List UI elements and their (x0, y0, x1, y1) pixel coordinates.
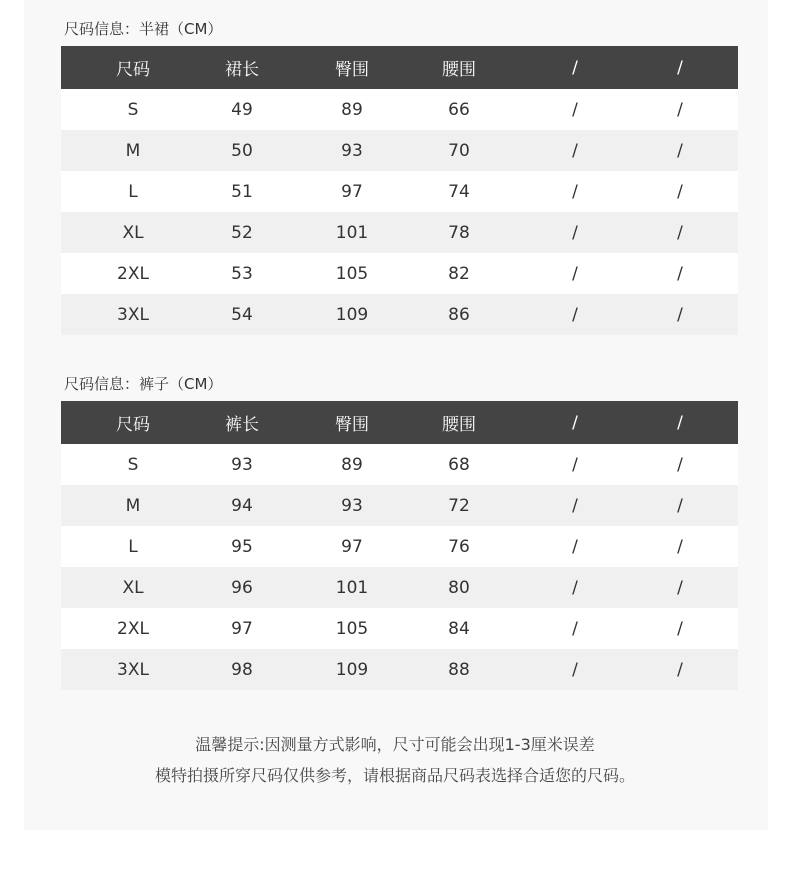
cell-waist: 84 (448, 618, 470, 639)
table-row (61, 89, 738, 130)
cell-blank-2: / (677, 140, 683, 161)
cell-blank-2: / (677, 495, 683, 516)
cell-size: M (125, 495, 141, 516)
cell-hip: 101 (335, 222, 369, 243)
cell-hip: 101 (335, 577, 369, 598)
cell-size: 2XL (117, 618, 149, 639)
cell-waist: 68 (448, 454, 470, 475)
cell-blank-1: / (572, 577, 578, 598)
cell-waist: 80 (448, 577, 470, 598)
cell-waist: 86 (448, 304, 470, 325)
cell-length: 95 (231, 536, 253, 557)
cell-blank-2: / (677, 181, 683, 202)
table-header-row (61, 401, 738, 444)
header-cell-waist: 腰围 (442, 415, 476, 435)
cell-length: 94 (231, 495, 253, 516)
table-row (61, 608, 738, 649)
table-row (61, 130, 738, 171)
header-cell-blank-2: / (677, 412, 683, 433)
table-row (61, 171, 738, 212)
header-cell-length: 裙长 (225, 60, 259, 80)
cell-size: XL (122, 222, 144, 243)
header-cell-hip: 臀围 (335, 415, 369, 435)
pants-size-table (61, 401, 738, 690)
cell-blank-1: / (572, 222, 578, 243)
header-cell-size: 尺码 (116, 60, 150, 80)
cell-waist: 78 (448, 222, 470, 243)
measurement-notice: 温馨提示:因测量方式影响，尺寸可能会出现1-3厘米误差 (195, 735, 595, 754)
cell-length: 93 (231, 454, 253, 475)
cell-waist: 66 (448, 99, 470, 120)
size-advice-notice: 模特拍摄所穿尺码仅供参考，请根据商品尺码表选择合适您的尺码。 (154, 766, 635, 785)
cell-length: 97 (231, 618, 253, 639)
header-cell-blank-1: / (572, 57, 578, 78)
cell-hip: 105 (335, 263, 369, 284)
header-cell-blank-1: / (572, 412, 578, 433)
cell-blank-2: / (677, 304, 683, 325)
cell-length: 50 (231, 140, 253, 161)
cell-blank-1: / (572, 659, 578, 680)
cell-blank-2: / (677, 263, 683, 284)
cell-hip: 105 (335, 618, 369, 639)
cell-waist: 82 (448, 263, 470, 284)
cell-size: S (127, 454, 139, 475)
cell-blank-2: / (677, 454, 683, 475)
cell-blank-2: / (677, 99, 683, 120)
header-cell-blank-2: / (677, 57, 683, 78)
cell-waist: 88 (448, 659, 470, 680)
cell-hip: 97 (341, 536, 363, 557)
cell-blank-1: / (572, 263, 578, 284)
cell-blank-2: / (677, 222, 683, 243)
table-row (61, 649, 738, 690)
cell-blank-2: / (677, 618, 683, 639)
cell-size: XL (122, 577, 144, 598)
cell-waist: 70 (448, 140, 470, 161)
cell-blank-1: / (572, 536, 578, 557)
header-cell-size: 尺码 (116, 415, 150, 435)
header-cell-waist: 腰围 (442, 60, 476, 80)
cell-hip: 89 (341, 99, 363, 120)
cell-blank-1: / (572, 495, 578, 516)
cell-length: 49 (231, 99, 253, 120)
cell-hip: 93 (341, 495, 363, 516)
table-row (61, 567, 738, 608)
cell-length: 53 (231, 263, 253, 284)
pants-section-title: 尺码信息：裤子（CM） (64, 375, 223, 393)
cell-size: S (127, 99, 139, 120)
cell-blank-1: / (572, 99, 578, 120)
cell-blank-1: / (572, 181, 578, 202)
cell-length: 54 (231, 304, 253, 325)
cell-blank-2: / (677, 659, 683, 680)
cell-size: L (128, 536, 138, 557)
cell-blank-1: / (572, 140, 578, 161)
cell-waist: 74 (448, 181, 470, 202)
cell-size: 3XL (117, 659, 149, 680)
table-row (61, 294, 738, 335)
cell-length: 51 (231, 181, 253, 202)
cell-hip: 109 (335, 304, 369, 325)
cell-size: 2XL (117, 263, 149, 284)
cell-blank-1: / (572, 304, 578, 325)
cell-length: 98 (231, 659, 253, 680)
skirt-size-table (61, 46, 738, 335)
table-row (61, 444, 738, 485)
header-cell-length: 裤长 (225, 415, 259, 435)
table-header-row (61, 46, 738, 89)
skirt-section-title: 尺码信息：半裙（CM） (64, 20, 223, 38)
cell-size: L (128, 181, 138, 202)
cell-blank-2: / (677, 536, 683, 557)
cell-waist: 76 (448, 536, 470, 557)
cell-hip: 97 (341, 181, 363, 202)
cell-blank-2: / (677, 577, 683, 598)
cell-waist: 72 (448, 495, 470, 516)
cell-hip: 93 (341, 140, 363, 161)
cell-length: 96 (231, 577, 253, 598)
table-row (61, 485, 738, 526)
cell-hip: 109 (335, 659, 369, 680)
cell-length: 52 (231, 222, 253, 243)
cell-size: M (125, 140, 141, 161)
cell-size: 3XL (117, 304, 149, 325)
cell-blank-1: / (572, 618, 578, 639)
table-row (61, 253, 738, 294)
cell-hip: 89 (341, 454, 363, 475)
cell-blank-1: / (572, 454, 578, 475)
table-row (61, 526, 738, 567)
table-row (61, 212, 738, 253)
header-cell-hip: 臀围 (335, 60, 369, 80)
